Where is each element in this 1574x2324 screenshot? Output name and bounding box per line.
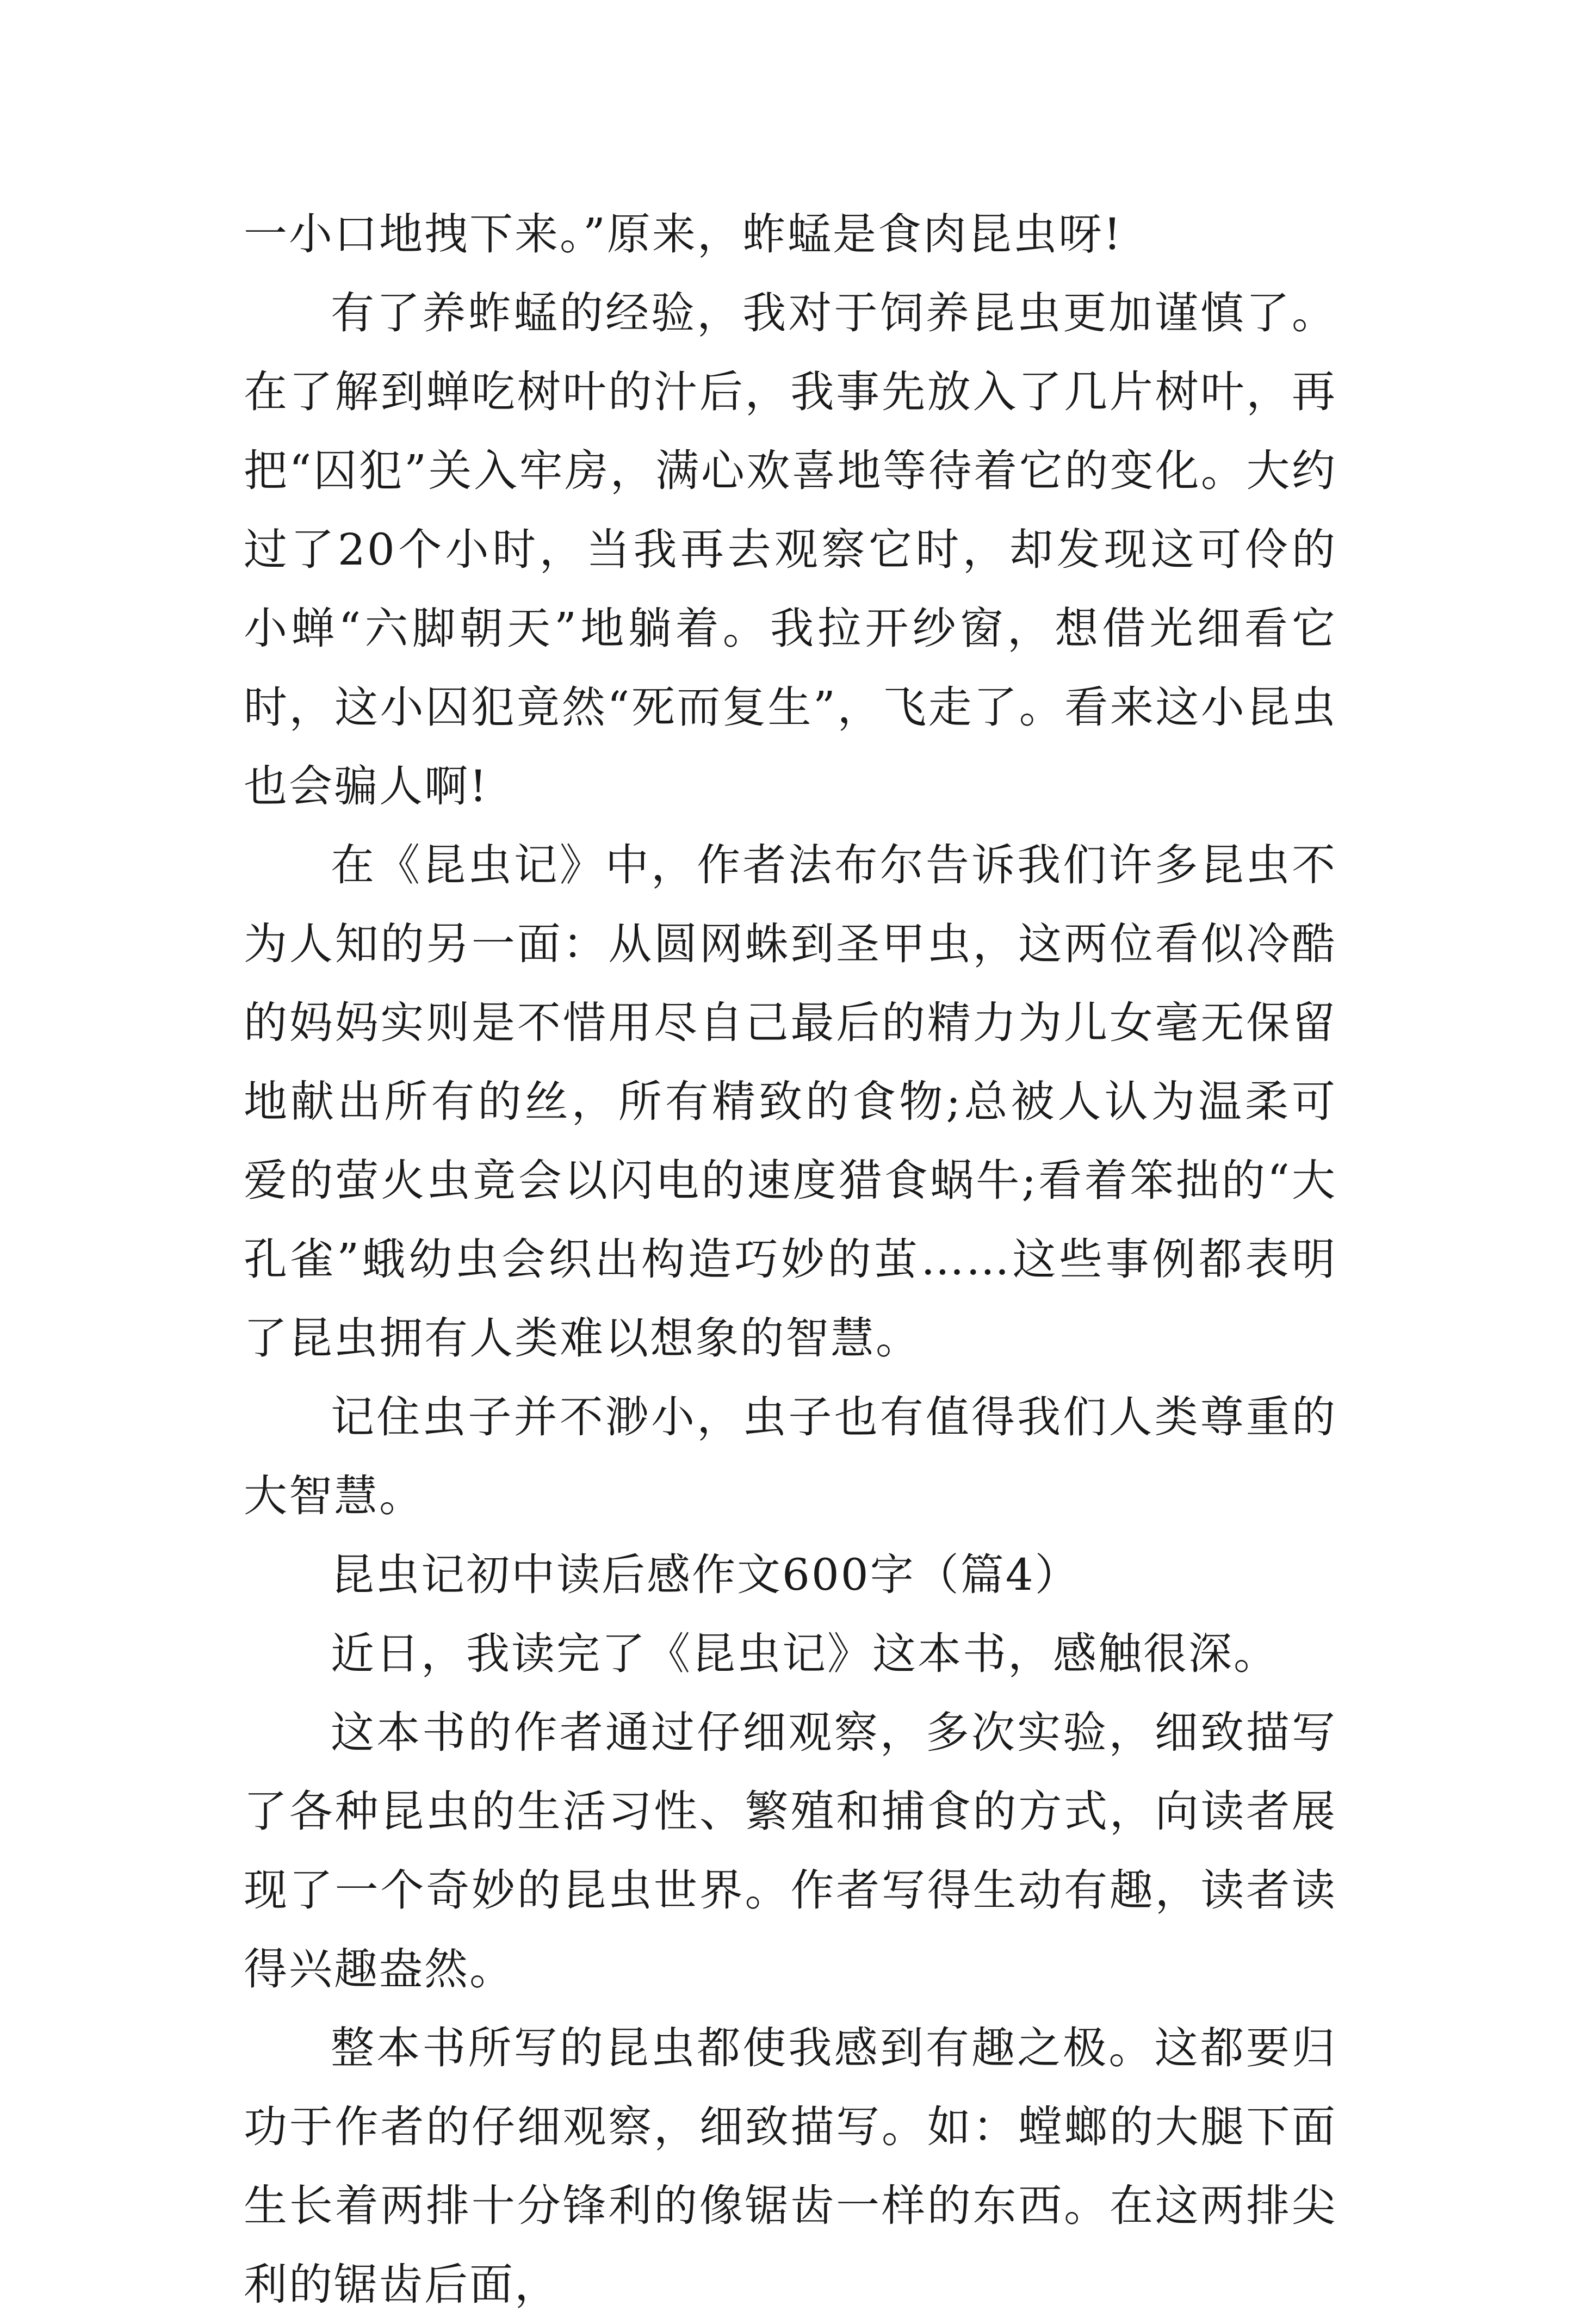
section-heading: 昆虫记初中读后感作文600字（篇4） xyxy=(331,1550,1080,1600)
document-body xyxy=(244,195,1337,2324)
paragraph-8: 整本书所写的昆虫都使我感到有趣之极。这都要归功于作者的仔细观察，细致描写。如：螳螂的大腿下面生长着两排十分锋利的像锯齿一样的东西。在这两排尖利的锯齿后面， xyxy=(244,2023,1337,2310)
paragraph-7: 这本书的作者通过仔细观察，多次实验，细致描写了各种昆虫的生活习性、繁殖和捕食的方式，向读者展现了一个奇妙的昆虫世界。作者写得生动有趣，读者读得兴趣盎然。 xyxy=(244,1707,1337,1994)
paragraph-6: 近日，我读完了《昆虫记》这本书，感触很深。 xyxy=(331,1628,1279,1679)
paragraph-2: 有了养蚱蜢的经验，我对于饲养昆虫更加谨慎了。在了解到蝉吃树叶的汁后，我事先放入了几片树叶，再把“囚犯”关入牢房，满心欢喜地等待着它的变化。大约过了20个小时，当我再去观察它时，却发现这可伶的小蝉“六脚朝天”地躺着。我拉开纱窗，想借光细看它时，这小囚犯竟然“死而复生”，飞走了。看来这小昆虫也会骗人啊! xyxy=(244,288,1337,811)
paragraph-3: 在《昆虫记》中，作者法布尔告诉我们许多昆虫不为人知的另一面：从圆网蛛到圣甲虫，这两位看似冷酷的妈妈实则是不惜用尽自己最后的精力为儿女毫无保留地献出所有的丝，所有精致的食物;总被人认为温柔可爱的萤火虫竟会以闪电的速度猎食蜗牛;看着笨拙的“大孔雀”蛾幼虫会织出构造巧妙的茧……这些事例都表明了昆虫拥有人类难以想象的智慧。 xyxy=(244,840,1337,1364)
paragraph-4: 记住虫子并不渺小，虫子也有值得我们人类尊重的大智慧。 xyxy=(244,1392,1337,1521)
paragraph-1: 一小口地拽下来。”原来，蚱蜢是食肉昆虫呀! xyxy=(244,209,1123,259)
